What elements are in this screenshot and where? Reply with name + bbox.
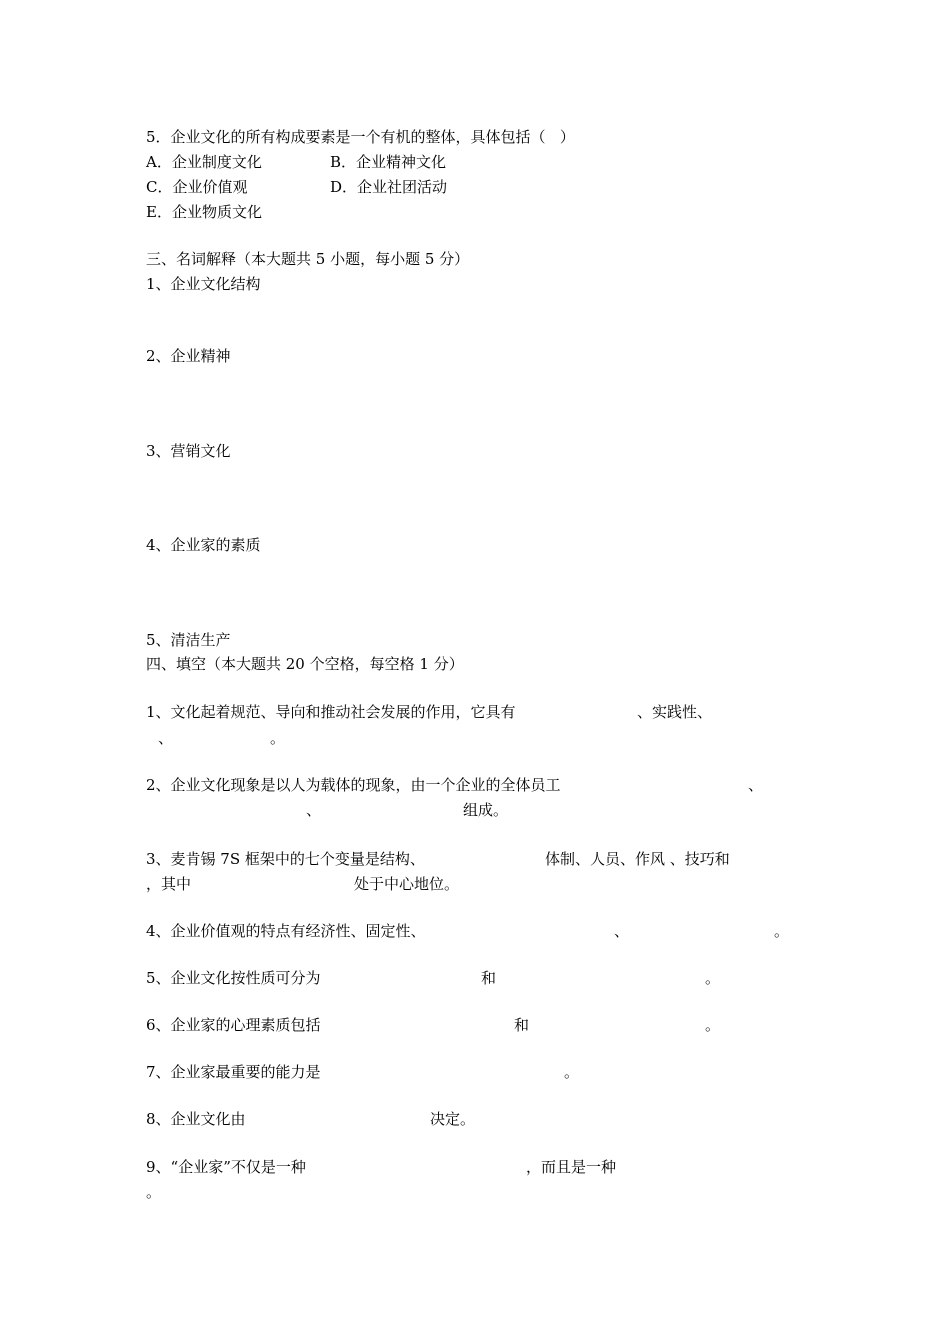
fill-q6-text: 6、企业家的心理素质包括 — [146, 1016, 321, 1034]
fill-q1-text: 。 — [270, 729, 286, 747]
fill-q8-text: 8、企业文化由 — [146, 1110, 246, 1128]
section3-heading: 三、名词解释（本大题共 5 小题，每小题 5 分） — [146, 250, 470, 268]
fill-q2-text: 、 — [748, 776, 764, 794]
q5-option-b: B．企业精神文化 — [330, 153, 447, 171]
fill-q2-text: 、 — [306, 801, 322, 819]
fill-q2-text: 组成。 — [463, 801, 509, 819]
q5-option-a: A．企业制度文化 — [146, 153, 262, 171]
fill-q1-text: 、实践性、 — [637, 703, 713, 721]
fill-q5-text: 5、企业文化按性质可分为 — [146, 969, 321, 987]
fill-q9-text: 9、“企业家”不仅是一种 — [146, 1158, 306, 1176]
fill-q3-text: 体制、人员、作风 、技巧和 — [545, 850, 730, 868]
q5-stem: 5．企业文化的所有构成要素是一个有机的整体，具体包括（ ） — [146, 128, 575, 146]
fill-q4-text: 、 — [614, 922, 630, 940]
term-item: 5、清洁生产 — [146, 631, 231, 649]
q5-option-c: C．企业价值观 — [146, 178, 248, 196]
fill-q3-text: 处于中心地位。 — [354, 875, 460, 893]
fill-q4-text: 4、企业价值观的特点有经济性、固定性、 — [146, 922, 426, 940]
q5-option-d: D．企业社团活动 — [330, 178, 448, 196]
section4-heading: 四、填空（本大题共 20 个空格，每空格 1 分） — [146, 655, 464, 673]
fill-q9-text: 。 — [146, 1183, 162, 1201]
fill-q7-text: 7、企业家最重要的能力是 — [146, 1063, 321, 1081]
fill-q5-text: 。 — [705, 969, 721, 987]
fill-q9-text: ，而且是一种 — [526, 1158, 617, 1176]
fill-q4-text: 。 — [774, 922, 790, 940]
term-item: 3、营销文化 — [146, 442, 231, 460]
term-item: 1、企业文化结构 — [146, 275, 261, 293]
fill-q5-text: 和 — [481, 969, 497, 987]
fill-q2-text: 2、企业文化现象是以人为载体的现象，由一个企业的全体员工 — [146, 776, 561, 794]
fill-q3-text: 3、麦肯锡 7S 框架中的七个变量是结构、 — [146, 850, 425, 868]
fill-q8-text: 决定。 — [430, 1110, 476, 1128]
term-item: 2、企业精神 — [146, 347, 231, 365]
fill-q7-text: 。 — [564, 1063, 580, 1081]
fill-q3-text: ，其中 — [146, 875, 192, 893]
fill-q1-text: 1、文化起着规范、导向和推动社会发展的作用，它具有 — [146, 703, 516, 721]
fill-q1-text: 、 — [158, 729, 174, 747]
fill-q6-text: 和 — [514, 1016, 530, 1034]
term-item: 4、企业家的素质 — [146, 536, 261, 554]
q5-option-e: E．企业物质文化 — [146, 203, 262, 221]
fill-q6-text: 。 — [705, 1016, 721, 1034]
